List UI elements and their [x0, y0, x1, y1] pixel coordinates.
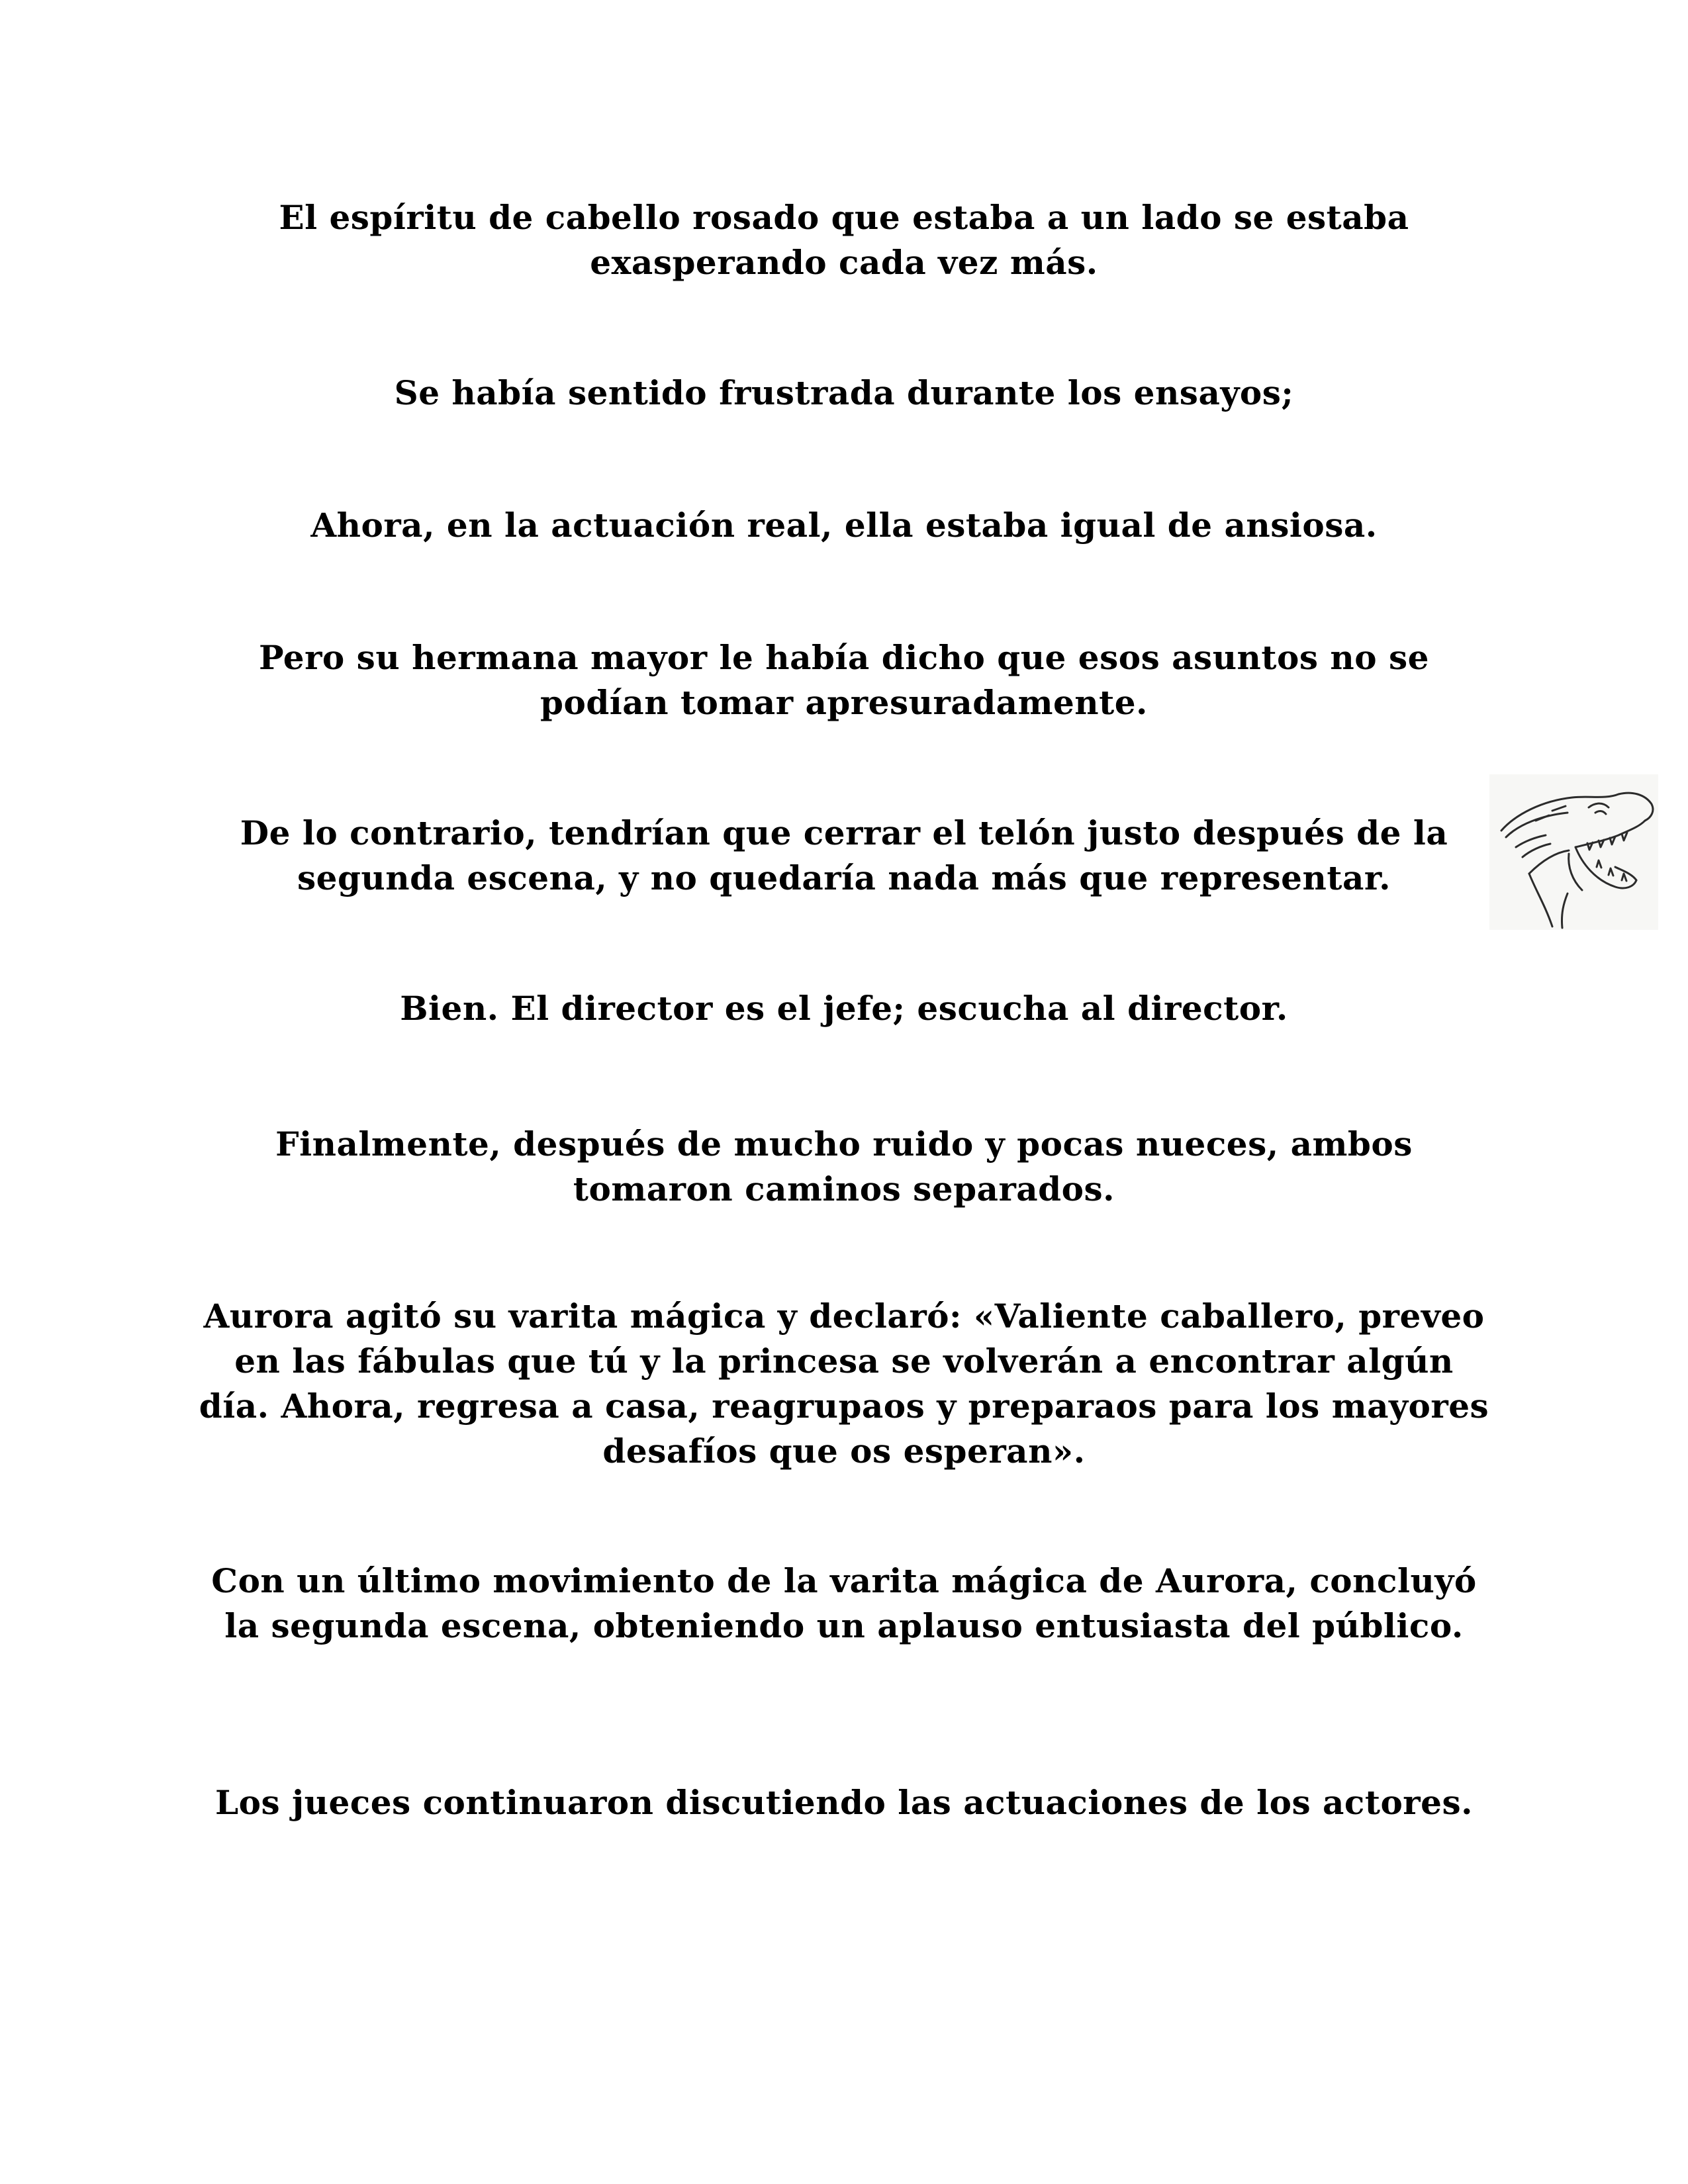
paragraph-5: De lo contrario, tendrían que cerrar el telón justo después de la segunda escena, y no quedaría nada más que representar.: [240, 813, 1448, 897]
paragraph-6: Bien. El director es el jefe; escucha al director.: [400, 989, 1288, 1028]
paragraph-1: El espíritu de cabello rosado que estaba a un lado se estaba exasperando cada vez más.: [279, 198, 1409, 282]
paragraph-4: Pero su hermana mayor le había dicho que esos asuntos no se podían tomar apresuradamente.: [259, 638, 1429, 722]
paragraph-10: Los jueces continuaron discutiendo las actuaciones de los actores.: [214, 1783, 1474, 1822]
paragraph-8: Aurora agitó su varita mágica y declaró: «Valiente caballero, preveo en las fábulas que tú y la princesa se volverán a encontrar algún día. Ahora, regresa a casa, reagrupaos y preparaos para los mayores desafíos que os esperan».: [199, 1297, 1489, 1471]
paragraph-9: Con un último movimiento de la varita mágica de Aurora, concluyó la segunda escena, obteniendo un aplauso entusiasta del público.: [211, 1561, 1477, 1645]
paragraph-7: Finalmente, después de mucho ruido y pocas nueces, ambos tomaron caminos separados.: [275, 1124, 1413, 1208]
dinosaur-head-icon: [1489, 774, 1658, 930]
paragraph-3: Ahora, en la actuación real, ella estaba igual de ansiosa.: [310, 506, 1378, 545]
paragraph-2: Se había sentido frustrada durante los ensayos;: [394, 373, 1294, 412]
